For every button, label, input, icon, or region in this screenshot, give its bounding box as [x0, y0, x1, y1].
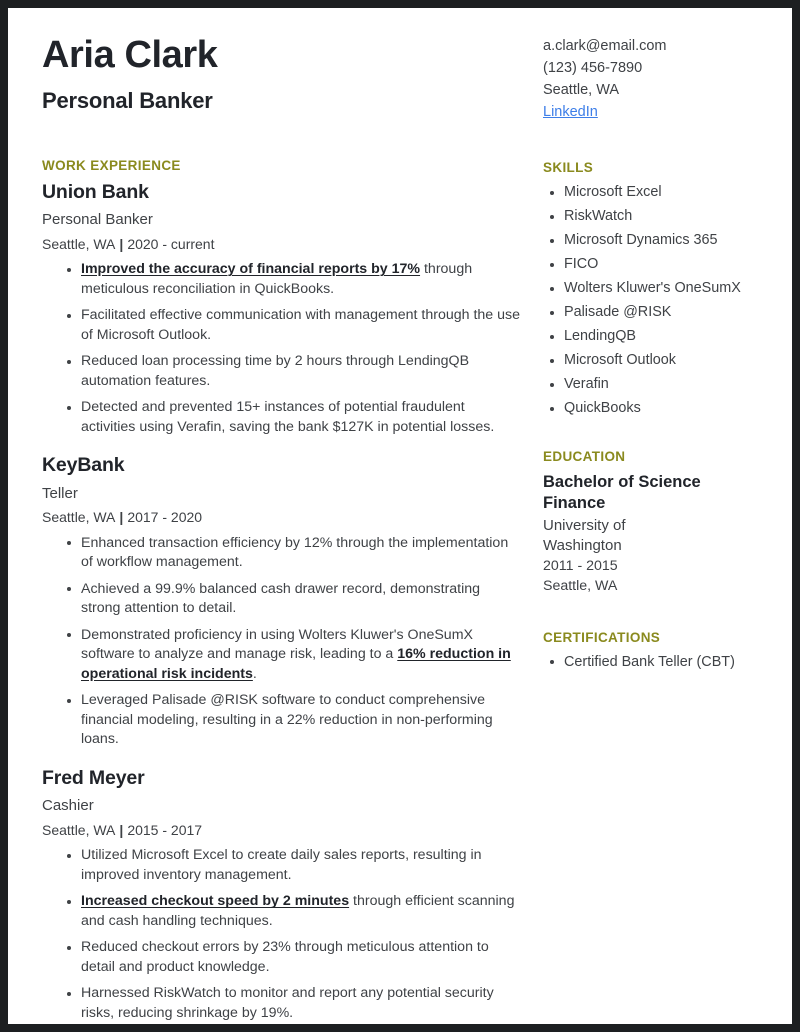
job-bullet: Enhanced transaction efficiency by 12% through the implementation of workflow management. — [66, 534, 520, 573]
job-company: Union Bank — [42, 180, 149, 203]
job-bullet: Utilized Microsoft Excel to create daily sales reports, resulting in improved inventory management. — [66, 846, 520, 885]
certification-item: Certified Bank Teller (CBT) — [543, 653, 768, 673]
job-bullet: Reduced checkout errors by 23% through meticulous attention to detail and product knowledge. — [66, 938, 520, 977]
certifications-list — [543, 653, 768, 673]
skill-item: Microsoft Dynamics 365 — [543, 231, 768, 251]
sidebar-column — [520, 8, 792, 702]
resume-columns — [8, 8, 792, 1024]
contact-list — [543, 36, 768, 124]
contact-location: Seattle, WA — [543, 82, 620, 98]
resume-page — [8, 8, 792, 1024]
education-field: Finance — [543, 493, 606, 512]
job-location: Seattle, WA — [42, 821, 116, 838]
page-title: Aria Clark — [42, 34, 218, 76]
job-bullet-list — [42, 534, 520, 750]
skill-item: RiskWatch — [543, 207, 768, 227]
skill-item: Microsoft Excel — [543, 183, 768, 203]
contact-email: a.clark@email.com — [543, 38, 667, 54]
education-location: Seattle, WA — [543, 577, 618, 594]
job-meta — [42, 235, 520, 254]
job-list — [42, 181, 520, 1024]
education-section — [543, 449, 768, 596]
resume-header — [42, 36, 520, 114]
job-entry — [42, 181, 520, 438]
job-entry — [42, 767, 520, 1024]
job-entry — [42, 454, 520, 750]
bullet-highlight: 16% reduction in operational risk incidents — [81, 646, 511, 682]
skills-list — [543, 183, 768, 419]
job-bullet-list — [42, 260, 520, 437]
job-bullet: Detected and prevented 15+ instances of potential fraudulent activities using Verafin, saving the bank $127K in potential losses. — [66, 398, 520, 437]
job-bullet: Harnessed RiskWatch to monitor and report any potential security risks, reducing shrinkage by 19%. — [66, 984, 520, 1023]
section-heading-education: EDUCATION — [543, 448, 626, 464]
job-dates: 2020 - current — [127, 235, 215, 252]
skill-item: QuickBooks — [543, 399, 768, 419]
skill-item: Verafin — [543, 375, 768, 395]
job-title-subheading: Personal Banker — [42, 87, 213, 113]
section-heading-skills: SKILLS — [543, 160, 594, 175]
job-meta — [42, 821, 520, 840]
work-experience-section — [42, 158, 520, 1024]
job-location: Seattle, WA — [42, 235, 116, 252]
main-column — [8, 8, 520, 1024]
job-company: KeyBank — [42, 454, 125, 477]
job-bullet: Leveraged Palisade @RISK software to conduct comprehensive financial modeling, resulting in a 22% reduction in non-performing loans. — [66, 691, 520, 750]
job-meta — [42, 508, 520, 527]
education-years: 2011 - 2015 — [543, 557, 618, 574]
contact-linkedin[interactable] — [543, 102, 768, 124]
job-bullet: Demonstrated proficiency in using Wolters Kluwer's OneSumX software to analyze and manage risk, leading to a 16% reduction in operational risk incidents. — [66, 626, 520, 685]
bullet-highlight: Increased checkout speed by 2 minutes — [81, 893, 350, 910]
job-dates: 2015 - 2017 — [127, 821, 203, 838]
skills-section — [543, 160, 768, 419]
linkedin-link[interactable]: LinkedIn — [543, 104, 598, 120]
job-bullet: Achieved a 99.9% balanced cash drawer record, demonstrating strong attention to detail. — [66, 580, 520, 619]
job-bullet: Reduced loan processing time by 2 hours through LendingQB automation features. — [66, 352, 520, 391]
job-location: Seattle, WA — [42, 509, 116, 526]
job-bullet-list — [42, 846, 520, 1023]
job-role: Teller — [42, 484, 78, 502]
job-company: Fred Meyer — [42, 766, 145, 789]
section-heading-work-experience: WORK EXPERIENCE — [42, 157, 181, 173]
job-meta-separator: | — [119, 821, 124, 838]
job-bullet: Increased checkout speed by 2 minutes through efficient scanning and cash handling techniques. — [66, 892, 520, 931]
skill-item: Palisade @RISK — [543, 303, 768, 323]
section-heading-certifications: CERTIFICATIONS — [543, 629, 661, 645]
job-bullet: Improved the accuracy of financial reports by 17% through meticulous reconciliation in QuickBooks. — [66, 260, 520, 299]
job-role: Personal Banker — [42, 211, 153, 229]
contact-phone: (123) 456-7890 — [543, 60, 643, 76]
job-bullet: Facilitated effective communication with management through the use of Microsoft Outlook. — [66, 306, 520, 345]
education-degree: Bachelor of Science — [543, 472, 701, 491]
skill-item: Microsoft Outlook — [543, 351, 768, 371]
education-school: University of Washington — [543, 516, 626, 554]
skill-item: Wolters Kluwer's OneSumX — [543, 279, 768, 299]
skill-item: LendingQB — [543, 327, 768, 347]
job-role: Cashier — [42, 797, 94, 815]
job-dates: 2017 - 2020 — [127, 509, 203, 526]
certifications-section — [543, 630, 768, 673]
bullet-highlight: Improved the accuracy of financial reports by 17% — [81, 261, 421, 278]
job-meta-separator: | — [119, 235, 124, 252]
job-meta-separator: | — [119, 509, 124, 526]
skill-item: FICO — [543, 255, 768, 275]
